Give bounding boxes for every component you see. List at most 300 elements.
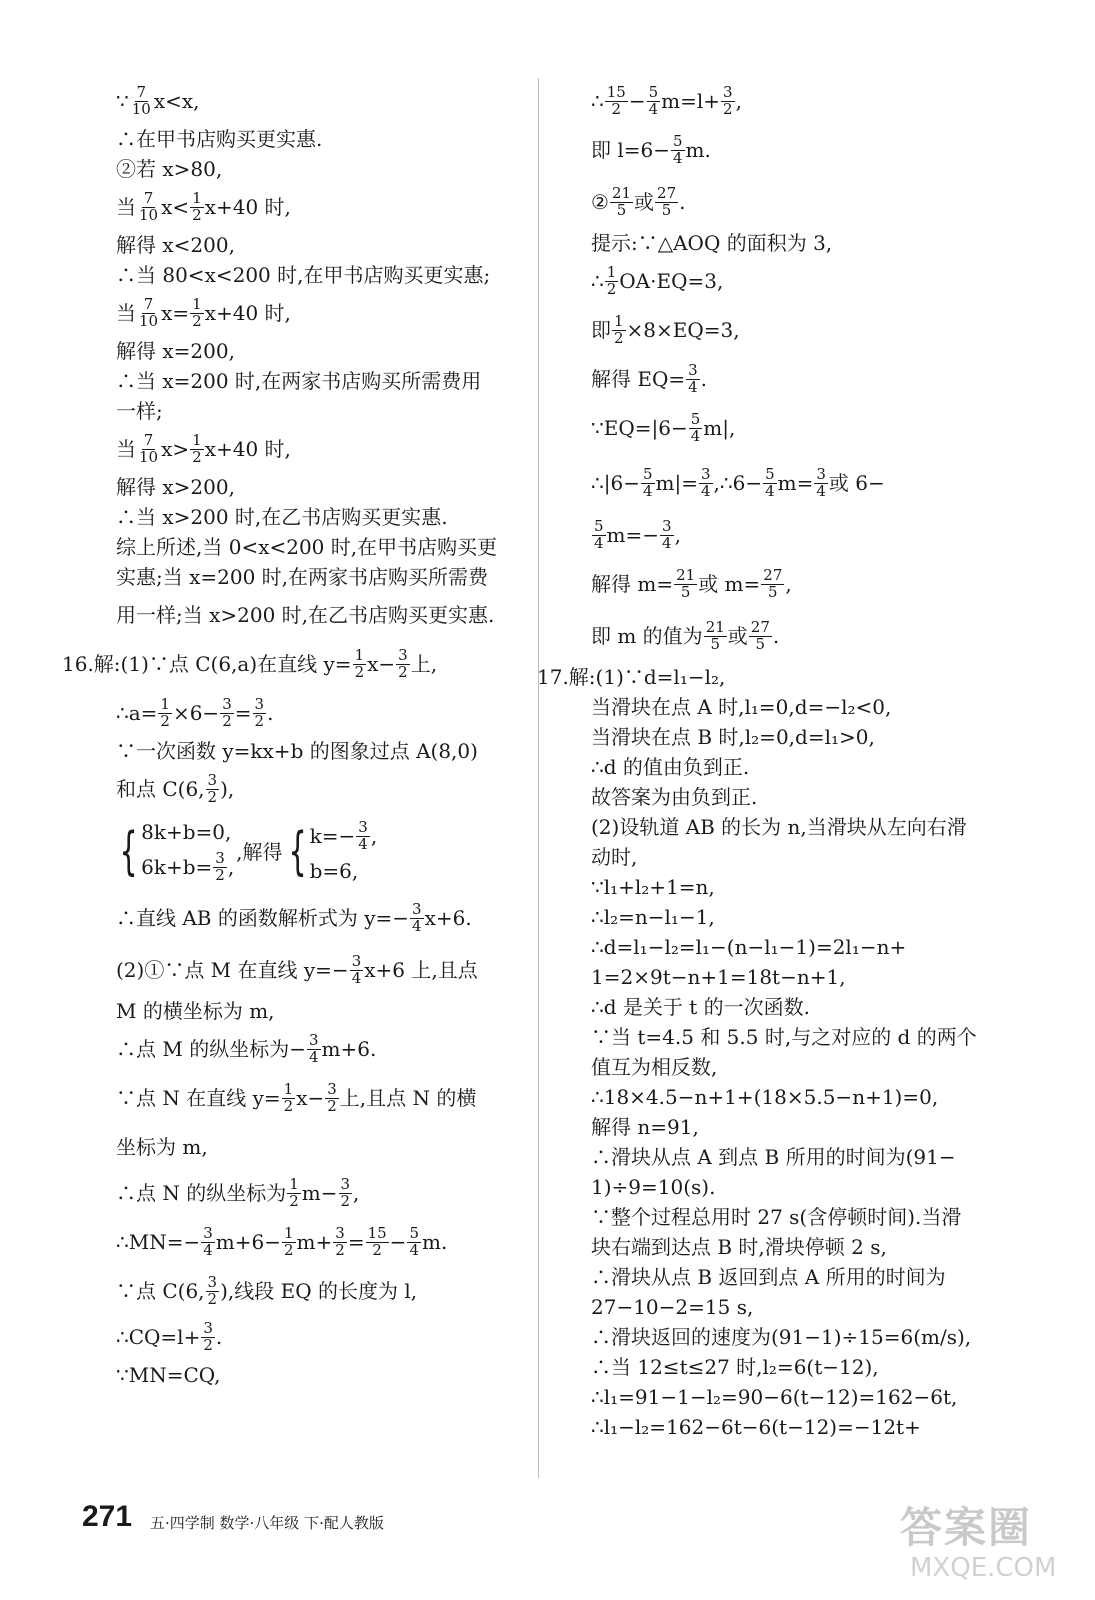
system-lines (310, 820, 378, 884)
text-run: ∵当 t=4.5 和 5.5 时,与之对应的 d 的两个 (591, 1024, 977, 1049)
fraction (333, 1223, 347, 1259)
fraction (704, 617, 727, 653)
text-run: , (785, 571, 792, 596)
text-run: ∵点 C(6, (116, 1278, 205, 1303)
text-run: ∴当 x=200 时,在两家书店购买所需费用 (116, 368, 482, 393)
denominator: 2 (215, 866, 225, 884)
left-column (62, 78, 530, 1390)
text-run: 动时, (591, 844, 638, 869)
numerator: 3 (688, 360, 698, 379)
numerator: 1 (283, 1223, 294, 1242)
system-row (141, 820, 234, 845)
solution-line (116, 532, 530, 562)
text-run: 当滑块在点 B 时,l₂=0,d=l₁>0, (591, 724, 875, 749)
solution-line (591, 1382, 1005, 1412)
denominator: 4 (351, 968, 362, 987)
fraction (814, 464, 828, 500)
denominator: 2 (614, 328, 624, 347)
text-run: x− (367, 651, 396, 676)
page-number: 271 (82, 1500, 133, 1533)
denominator: 4 (358, 835, 368, 853)
system-row (310, 859, 378, 884)
numerator: 1 (354, 645, 365, 664)
text-run: m. (421, 1229, 448, 1254)
text-run: . (772, 623, 780, 648)
fraction (366, 1223, 389, 1259)
text-run: 或 (727, 623, 748, 648)
fraction (605, 262, 619, 298)
fraction (253, 694, 267, 730)
solution-line (116, 366, 530, 396)
text-run: ×8×EQ=3, (626, 317, 740, 342)
numerator: 3 (207, 1272, 218, 1291)
text-run: 或 (634, 189, 655, 214)
denominator: 10 (139, 447, 159, 466)
watermark-logo (890, 1495, 1080, 1590)
solution-line (116, 690, 530, 736)
text-run: ∴当 80<x<200 时,在甲书店购买更实惠; (116, 262, 491, 287)
fraction (356, 820, 370, 853)
text-run: (2)①∵点 M 在直线 y=− (116, 957, 349, 982)
solution-line (591, 932, 1005, 962)
solution-line (591, 558, 1005, 610)
denominator: 4 (662, 533, 672, 552)
denominator: 2 (160, 711, 170, 730)
text-run: ), (220, 776, 235, 801)
fraction (190, 294, 204, 330)
solution-line (116, 562, 530, 592)
text-run: m. (685, 137, 711, 162)
denominator: 5 (768, 582, 778, 601)
text-run: ∴CQ=l+ (116, 1324, 201, 1349)
numerator: 7 (143, 430, 154, 449)
fraction (605, 82, 628, 118)
solution-line (591, 228, 1005, 258)
solution-line (116, 1072, 530, 1124)
numerator: 5 (594, 516, 604, 535)
fraction (610, 183, 633, 219)
fraction (686, 360, 700, 396)
text-run: ∵l₁+l₂+1=n, (591, 874, 715, 899)
denominator: 4 (700, 481, 711, 500)
numerator: 3 (327, 1079, 337, 1098)
numerator: 5 (642, 464, 653, 483)
text-run: 解得 m= (591, 571, 674, 596)
denominator: 2 (283, 1240, 294, 1259)
system-connector: ,解得 (236, 839, 283, 864)
numerator: 5 (690, 409, 701, 428)
text-run: ∵MN=CQ, (116, 1362, 221, 1387)
solution-line (591, 812, 1005, 842)
text-run: k=− (309, 824, 356, 848)
text-run: 解得 EQ= (591, 366, 686, 391)
text-run: , (353, 1180, 360, 1205)
denominator: 2 (207, 787, 218, 806)
numerator: 5 (409, 1223, 419, 1242)
denominator: 2 (192, 447, 202, 466)
fraction (350, 951, 364, 987)
numerator: 15 (367, 1223, 387, 1242)
text-run: m|= (655, 470, 698, 495)
numerator: 5 (673, 131, 683, 150)
solution-line (591, 1262, 1005, 1292)
book-info: 五·四学制 数学·八年级 下·配人教版 (150, 1514, 384, 1532)
solution-line (116, 766, 530, 812)
text-run: 解得 n=91, (591, 1114, 699, 1139)
numerator: 5 (648, 82, 659, 101)
text-run: ∴18×4.5−n+1+(18×5.5−n+1)=0, (591, 1084, 939, 1109)
column-divider (538, 78, 539, 1478)
denominator: 5 (755, 634, 766, 653)
text-run: ∵ (116, 88, 129, 113)
denominator: 10 (139, 311, 159, 330)
fraction (671, 131, 685, 167)
solution-line (591, 176, 1005, 228)
equation-system (116, 820, 377, 884)
fraction (674, 565, 697, 601)
denominator: 2 (354, 662, 365, 681)
numerator: 3 (412, 899, 422, 918)
text-run: x> (161, 436, 190, 461)
text-run: ② (591, 189, 609, 214)
denominator: 4 (594, 533, 604, 552)
solution-line (116, 260, 530, 290)
numerator: 21 (611, 183, 632, 202)
denominator: 4 (648, 99, 659, 118)
text-run: , (370, 824, 378, 848)
fraction (190, 188, 204, 224)
fraction (612, 311, 626, 347)
solution-line (116, 1026, 530, 1072)
text-run: ),线段 EQ 的长度为 l, (220, 1278, 418, 1303)
text-run: 17.解:(1)∵d=l₁−l₂, (537, 664, 726, 689)
text-run: m|, (703, 415, 736, 440)
solution-line (116, 426, 530, 472)
numerator: 3 (351, 951, 362, 970)
text-run: x+40 时, (204, 436, 291, 461)
text-run: m=− (606, 522, 660, 547)
text-run: 一样; (116, 398, 163, 423)
solution-line (591, 1412, 1005, 1442)
denominator: 4 (816, 481, 826, 500)
fraction (130, 82, 153, 118)
text-run: . (700, 366, 708, 391)
watermark-text: 答案圈 (900, 1503, 1033, 1552)
fraction (190, 430, 204, 466)
denominator: 2 (398, 662, 408, 681)
text-run: ∴d=l₁−l₂=l₁−(n−l₁−1)=2l₁−n+ (591, 934, 907, 959)
system-lines (141, 820, 234, 884)
text-run: . (679, 189, 686, 214)
text-run: x+40 时, (204, 194, 291, 219)
solution-line (116, 1216, 530, 1268)
solution-line (116, 1268, 530, 1314)
denominator: 4 (642, 481, 653, 500)
numerator: 1 (192, 188, 202, 207)
fraction (137, 430, 160, 466)
text-run: ∴滑块从点 B 返回到点 A 所用的时间为 (591, 1264, 946, 1289)
fraction (201, 1223, 215, 1259)
solution-line (591, 1322, 1005, 1352)
numerator: 3 (308, 1030, 319, 1049)
numerator: 3 (203, 1318, 213, 1337)
fraction (201, 1318, 215, 1354)
fraction (137, 294, 160, 330)
solution-line (591, 692, 1005, 722)
numerator: 3 (335, 1223, 345, 1242)
denominator: 2 (203, 1335, 213, 1354)
text-run: , (674, 522, 681, 547)
fraction (641, 464, 655, 500)
text-run: 上,且点 N 的横 (339, 1085, 477, 1110)
text-run: 当 (116, 194, 136, 219)
denominator: 2 (289, 1191, 299, 1210)
text-run: ∴l₂=n−l₁−1, (591, 904, 715, 929)
fraction (206, 770, 220, 806)
system-row (141, 851, 234, 884)
fraction (721, 82, 735, 118)
denominator: 5 (680, 582, 691, 601)
text-run: 或 6− (828, 470, 885, 495)
text-run: x− (296, 1085, 325, 1110)
text-run: ∴滑块从点 A 到点 B 所用的时间为(91− (591, 1144, 956, 1169)
solution-line (116, 154, 530, 184)
text-run: 块右端到达点 B 时,滑块停顿 2 s, (591, 1234, 887, 1259)
numerator: 3 (723, 82, 733, 101)
fraction (647, 82, 661, 118)
numerator: 3 (340, 1174, 351, 1193)
solution-line (116, 124, 530, 154)
fraction (655, 183, 678, 219)
numerator: 3 (662, 516, 672, 535)
text-run: , (735, 88, 742, 113)
text-run: 当 (116, 300, 136, 325)
fraction (339, 1174, 353, 1210)
numerator: 1 (192, 430, 202, 449)
solution-line (116, 892, 530, 944)
solution-line (116, 1170, 530, 1216)
numerator: 3 (358, 818, 368, 837)
text-run: ∴直线 AB 的函数解析式为 y=− (116, 905, 410, 930)
text-run: ∴|6− (591, 470, 640, 495)
text-run: x+6 上,且点 (364, 957, 478, 982)
solution-line (591, 962, 1005, 992)
text-run: ∴a= (116, 700, 158, 725)
text-run: 1)÷9=10(s). (591, 1174, 716, 1199)
text-run: x<x, (153, 88, 200, 113)
solution-line (591, 722, 1005, 752)
denominator: 2 (254, 711, 265, 730)
fraction (287, 1174, 301, 1210)
text-run: ∴当 12≤t≤27 时,l₂=6(t−12), (591, 1354, 879, 1379)
numerator: 3 (207, 770, 218, 789)
text-run: ∴l₁=91−1−l₂=90−6(t−12)=162−6t, (591, 1384, 958, 1409)
numerator: 3 (215, 849, 225, 868)
text-run: ∴l₁−l₂=162−6t−6(t−12)=−12t+ (591, 1414, 921, 1439)
text-run: ∴当 x>200 时,在乙书店购买更实惠. (116, 504, 448, 529)
solution-line (591, 78, 1005, 124)
solution-line (116, 1314, 530, 1360)
solution-line (116, 396, 530, 426)
text-run: 即 (591, 317, 611, 342)
denominator: 10 (139, 205, 159, 224)
text-run: 当 (116, 436, 136, 461)
text-run: M 的横坐标为 m, (116, 998, 275, 1023)
solution-line (591, 1292, 1005, 1322)
denominator: 4 (673, 148, 683, 167)
fraction (749, 617, 772, 653)
solution-line (537, 662, 1005, 692)
fraction (158, 694, 172, 730)
text-run: ∴滑块返回的速度为(91−1)÷15=6(m/s), (591, 1324, 972, 1349)
solution-line (116, 230, 530, 260)
numerator: 5 (765, 464, 775, 483)
text-run: 当滑块在点 A 时,l₁=0,d=−l₂<0, (591, 694, 892, 719)
text-run: ∴ (591, 88, 604, 113)
text-run: m− (301, 1180, 338, 1205)
text-run: m+6. (321, 1036, 377, 1061)
numerator: 3 (398, 645, 408, 664)
numerator: 27 (750, 617, 770, 636)
solution-line (116, 996, 530, 1026)
brace-icon: { (287, 822, 307, 882)
text-run: m=l+ (661, 88, 721, 113)
solution-line (116, 812, 530, 892)
fraction (282, 1079, 296, 1115)
text-run: ②若 x>80, (116, 156, 223, 181)
denominator: 2 (611, 99, 622, 118)
text-run: , (227, 855, 235, 879)
denominator: 5 (616, 200, 627, 219)
fraction (325, 1079, 339, 1115)
text-run: m+6− (215, 1229, 281, 1254)
denominator: 4 (409, 1240, 419, 1259)
text-run: ,∴6− (713, 470, 763, 495)
solution-line (591, 1052, 1005, 1082)
text-run: ∴在甲书店购买更实惠. (116, 126, 323, 151)
fraction (396, 645, 410, 681)
numerator: 7 (136, 82, 147, 101)
denominator: 4 (412, 916, 422, 935)
text-run: 提示:∵△AOQ 的面积为 3, (591, 230, 833, 255)
solution-line (116, 290, 530, 336)
solution-line (591, 842, 1005, 872)
text-run: = (347, 1229, 365, 1254)
solution-line (62, 638, 530, 690)
solution-line (591, 454, 1005, 512)
solution-line (591, 1232, 1005, 1262)
text-run: x= (161, 300, 190, 325)
numerator: 1 (289, 1174, 299, 1193)
solution-line (591, 1202, 1005, 1232)
solution-line (591, 1112, 1005, 1142)
numerator: 27 (763, 565, 783, 584)
text-run: 上, (410, 651, 438, 676)
denominator: 2 (327, 1096, 337, 1115)
fraction (407, 1223, 421, 1259)
fraction (699, 464, 713, 500)
denominator: 4 (765, 481, 775, 500)
text-run: ∴点 N 的纵坐标为 (116, 1180, 287, 1205)
system-row (310, 820, 378, 853)
numerator: 1 (192, 294, 202, 313)
fraction (307, 1030, 321, 1066)
solution-line (591, 872, 1005, 902)
denominator: 2 (340, 1191, 351, 1210)
text-run: ∵EQ=|6− (591, 415, 688, 440)
solution-line (591, 992, 1005, 1022)
text-run: 即 m 的值为 (591, 623, 703, 648)
solution-line (591, 402, 1005, 454)
text-run: 即 l=6− (591, 137, 670, 162)
text-run: 值互为相反数, (591, 1054, 718, 1079)
text-run: OA·EQ=3, (619, 268, 724, 293)
text-run: 8k+b=0, (141, 820, 232, 845)
fraction (213, 851, 227, 884)
text-run: b=6, (309, 858, 359, 883)
text-run: 实惠;当 x=200 时,在两家书店购买所需费 (116, 564, 489, 589)
numerator: 3 (254, 694, 265, 713)
numerator: 1 (606, 262, 617, 281)
solution-line (591, 902, 1005, 932)
denominator: 2 (335, 1240, 345, 1259)
numerator: 15 (606, 82, 626, 101)
solution-line (116, 944, 530, 996)
fraction (137, 188, 160, 224)
denominator: 4 (308, 1047, 319, 1066)
solution-line (116, 1360, 530, 1390)
denominator: 2 (192, 205, 202, 224)
solution-line (116, 502, 530, 532)
numerator: 21 (676, 565, 696, 584)
fraction (689, 409, 703, 445)
text-run: − (389, 1229, 407, 1254)
solution-line (116, 1124, 530, 1170)
solution-line (116, 592, 530, 638)
solution-line (591, 1172, 1005, 1202)
text-run: 用一样;当 x>200 时,在乙书店购买更实惠. (116, 602, 495, 627)
text-run: (2)设轨道 AB 的长为 n,当滑块从左向右滑 (591, 814, 967, 839)
solution-line (116, 736, 530, 766)
solution-line (116, 472, 530, 502)
text-run: ×6− (172, 700, 220, 725)
denominator: 2 (222, 711, 232, 730)
fraction (761, 565, 784, 601)
solution-line (591, 1352, 1005, 1382)
text-run: 或 m= (698, 571, 761, 596)
denominator: 2 (207, 1289, 218, 1308)
numerator: 3 (816, 464, 826, 483)
text-run: x< (161, 194, 190, 219)
text-run: 解得 x>200, (116, 474, 235, 499)
numerator: 3 (700, 464, 711, 483)
text-run: 27−10−2=15 s, (591, 1294, 754, 1319)
text-run: − (628, 88, 646, 113)
numerator: 7 (143, 188, 154, 207)
denominator: 4 (203, 1240, 213, 1259)
text-run: . (215, 1324, 223, 1349)
text-run: ∴d 的值由负到正. (591, 754, 750, 779)
solution-line (591, 752, 1005, 782)
numerator: 1 (614, 311, 624, 330)
text-run: . (267, 700, 274, 725)
denominator: 2 (723, 99, 733, 118)
text-run: 故答案为由负到正. (591, 784, 758, 809)
numerator: 1 (160, 694, 170, 713)
solution-line (591, 610, 1005, 662)
solution-line (591, 304, 1005, 356)
denominator: 5 (661, 200, 672, 219)
